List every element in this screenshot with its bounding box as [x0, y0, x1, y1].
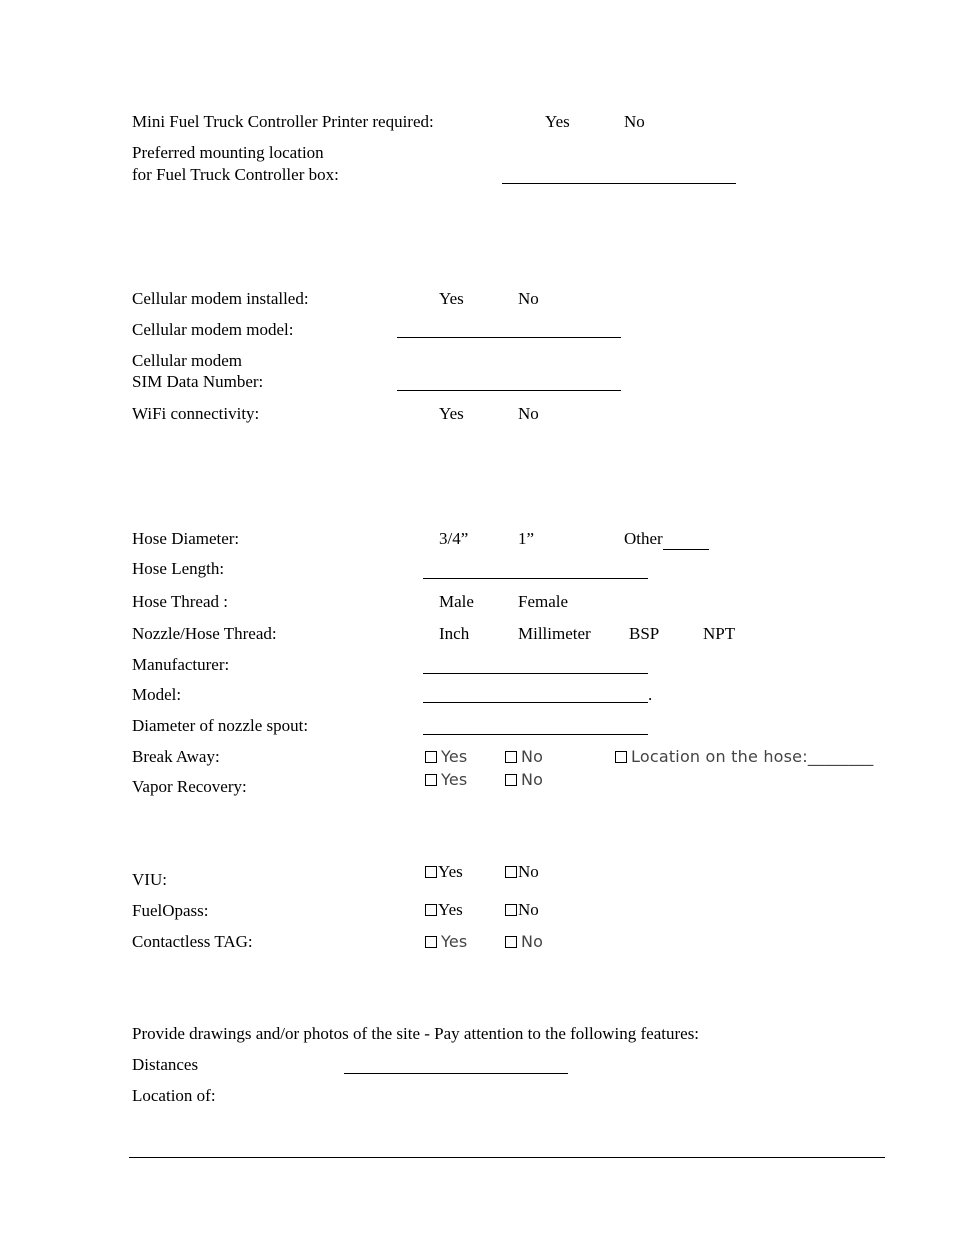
nozzle-thread-mm-option[interactable]: Millimeter [518, 624, 591, 643]
tag-yes-label: Yes [441, 932, 468, 951]
viu-no-checkbox[interactable] [505, 862, 539, 882]
cellular-sim-field[interactable] [397, 390, 621, 391]
mounting-location-field[interactable] [502, 183, 736, 184]
hose-thread-label: Hose Thread : [132, 592, 228, 611]
vapor-yes-label: Yes [441, 770, 468, 789]
footer-divider [129, 1157, 885, 1158]
contactless-tag-label: Contactless TAG: [132, 932, 253, 951]
nozzle-thread-label: Nozzle/Hose Thread: [132, 624, 277, 643]
manufacturer-label: Manufacturer: [132, 655, 230, 674]
viu-yes-checkbox[interactable] [425, 862, 463, 882]
distances-field[interactable] [344, 1073, 568, 1074]
viu-no-label: No [518, 862, 539, 881]
checkbox-icon [425, 904, 437, 916]
fuelopass-no-label: No [518, 900, 539, 919]
vapor-no-checkbox[interactable] [505, 770, 543, 789]
wifi-yes-option[interactable]: Yes [439, 404, 464, 423]
model-period: . [648, 685, 653, 704]
hose-diameter-3-4-option[interactable]: 3/4” [439, 529, 469, 548]
checkbox-icon [505, 774, 517, 786]
vapor-yes-checkbox[interactable] [425, 770, 467, 789]
model-field[interactable] [423, 702, 648, 703]
fuelopass-label: FuelOpass: [132, 901, 209, 920]
breakaway-no-label: No [521, 747, 544, 766]
hose-length-label: Hose Length: [132, 559, 225, 578]
nozzle-spout-field[interactable] [423, 734, 648, 735]
site-instructions: Provide drawings and/or photos of the site - Pay attention to the following features: [132, 1024, 700, 1043]
printer-yes-option[interactable]: Yes [545, 112, 570, 131]
printer-label: Mini Fuel Truck Controller Printer required: [132, 112, 434, 131]
breakaway-yes-label: Yes [441, 747, 468, 766]
hose-diameter-1-option[interactable]: 1” [518, 529, 535, 548]
checkbox-icon [505, 904, 517, 916]
printer-no-option[interactable]: No [624, 112, 645, 131]
cellular-installed-label: Cellular modem installed: [132, 289, 309, 308]
cellular-model-label: Cellular modem model: [132, 320, 294, 339]
hose-diameter-other-option[interactable] [624, 528, 709, 550]
breakaway-yes-checkbox[interactable] [425, 747, 467, 766]
fuelopass-no-checkbox[interactable] [505, 900, 539, 920]
checkbox-icon [505, 936, 517, 948]
cellular-model-field[interactable] [397, 337, 621, 338]
fuelopass-yes-checkbox[interactable] [425, 900, 463, 920]
nozzle-thread-npt-option[interactable]: NPT [703, 624, 736, 643]
distances-label: Distances [132, 1055, 199, 1074]
nozzle-spout-label: Diameter of nozzle spout: [132, 716, 309, 735]
breakaway-label: Break Away: [132, 747, 220, 766]
tag-yes-checkbox[interactable] [425, 932, 467, 951]
viu-label: VIU: [132, 870, 167, 889]
manufacturer-field[interactable] [423, 673, 648, 674]
vapor-recovery-label: Vapor Recovery: [132, 777, 247, 796]
cellular-yes-option[interactable]: Yes [439, 289, 464, 308]
checkbox-icon [425, 751, 437, 763]
breakaway-location-checkbox[interactable] [615, 747, 873, 766]
checkbox-icon [425, 936, 437, 948]
mounting-label-line1: Preferred mounting location [132, 143, 324, 162]
tag-no-checkbox[interactable] [505, 932, 543, 951]
cellular-no-option[interactable]: No [518, 289, 539, 308]
checkbox-icon [505, 751, 517, 763]
checkbox-icon [425, 774, 437, 786]
hose-diameter-label: Hose Diameter: [132, 529, 240, 548]
wifi-label: WiFi connectivity: [132, 404, 260, 423]
hose-diameter-other-label: Other [624, 529, 663, 548]
hose-thread-female-option[interactable]: Female [518, 592, 569, 611]
mounting-label-line2: for Fuel Truck Controller box: [132, 165, 339, 184]
nozzle-thread-inch-option[interactable]: Inch [439, 624, 470, 643]
nozzle-thread-bsp-option[interactable]: BSP [629, 624, 660, 643]
fuelopass-yes-label: Yes [438, 900, 463, 919]
location-of-label: Location of: [132, 1086, 216, 1105]
hose-thread-male-option[interactable]: Male [439, 592, 474, 611]
wifi-no-option[interactable]: No [518, 404, 539, 423]
breakaway-location-label: Location on the hose:________ [631, 747, 874, 766]
hose-diameter-other-field[interactable] [663, 528, 709, 550]
hose-length-field[interactable] [423, 578, 648, 579]
model-label: Model: [132, 685, 182, 704]
checkbox-icon [615, 751, 627, 763]
viu-yes-label: Yes [438, 862, 463, 881]
vapor-no-label: No [521, 770, 544, 789]
checkbox-icon [505, 866, 517, 878]
cellular-sim-label-line2: SIM Data Number: [132, 372, 264, 391]
tag-no-label: No [521, 932, 544, 951]
cellular-sim-label-line1: Cellular modem [132, 351, 243, 370]
breakaway-no-checkbox[interactable] [505, 747, 543, 766]
checkbox-icon [425, 866, 437, 878]
